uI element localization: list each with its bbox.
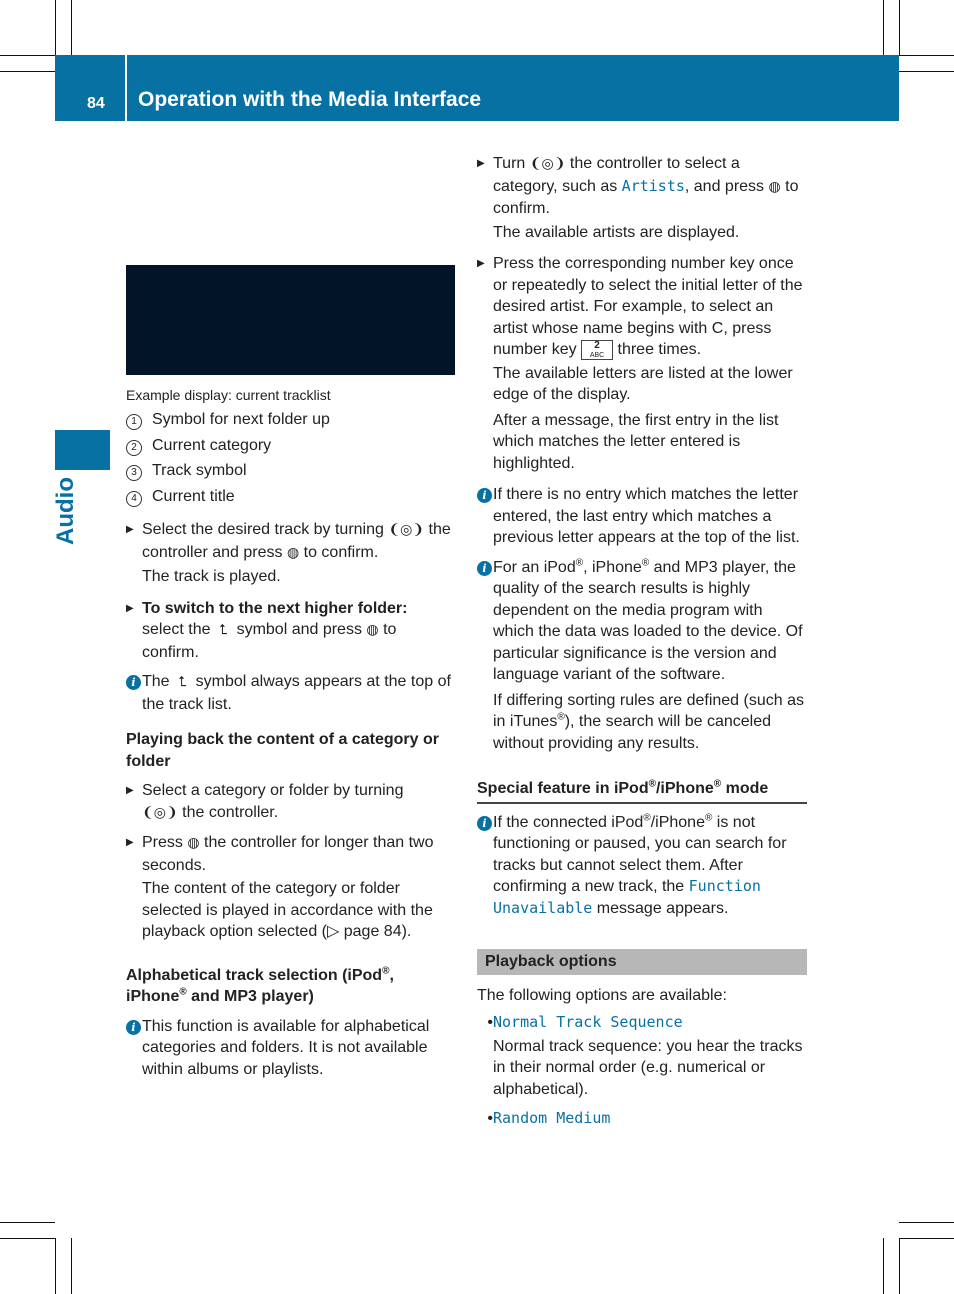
page-ref-arrow-icon: ▷ bbox=[327, 923, 344, 940]
number-key-icon bbox=[581, 340, 613, 360]
instruction-step bbox=[126, 780, 456, 824]
step-result: The track is played. bbox=[142, 568, 281, 585]
callout-item bbox=[126, 409, 456, 431]
step-arrow-icon: ▶ bbox=[126, 785, 134, 796]
crop-mark bbox=[883, 0, 884, 55]
info-text: is not functioning or paused, you can search for tracks but cannot select them. After confirming a new track, the bbox=[493, 813, 787, 895]
controller-press-icon: ◍ bbox=[187, 835, 200, 851]
crop-mark bbox=[0, 1222, 55, 1223]
info-icon: i bbox=[477, 816, 492, 831]
info-text: /iPhone bbox=[650, 813, 705, 831]
callout-text: Current title bbox=[152, 487, 235, 505]
side-section-label: Audio bbox=[52, 477, 79, 545]
crop-mark bbox=[55, 0, 56, 55]
controller-turn-icon: ❨◎❩ bbox=[142, 804, 178, 821]
step-text: Press the corresponding number key once or repeatedly to select the initial letter of the desired artist. For example, to select an artist whose name begins with C, press number key bbox=[493, 255, 803, 358]
callout-text: Current category bbox=[152, 436, 272, 454]
instruction-step bbox=[126, 598, 456, 664]
crop-mark bbox=[899, 1238, 900, 1294]
info-text: If differing sorting rules are defined (such as in iTunes bbox=[493, 691, 804, 730]
callout-text: Track symbol bbox=[152, 462, 247, 479]
instruction-step bbox=[126, 519, 456, 590]
step-result: The content of the category or folder selected is played in accordance with the playback option selected ( bbox=[142, 880, 433, 940]
page-reference[interactable]: page 84). bbox=[343, 923, 412, 940]
step-text: Turn bbox=[493, 155, 526, 172]
info-icon: i bbox=[126, 675, 141, 690]
step-text: , and press bbox=[684, 177, 765, 195]
info-text: message appears. bbox=[596, 899, 729, 917]
crop-mark bbox=[0, 55, 55, 56]
callout-text: Symbol for next folder up bbox=[152, 411, 330, 428]
step-text: Select a category or folder by turning bbox=[142, 782, 404, 799]
option-description: Normal track sequence: you hear the tracks in their normal order (e.g. numerical or alphabetical). bbox=[493, 1037, 803, 1098]
subheading-text: mode bbox=[721, 780, 769, 797]
page-number: 84 bbox=[87, 95, 105, 112]
crop-mark bbox=[899, 1222, 954, 1223]
registered-mark: ® bbox=[575, 557, 584, 569]
step-text: symbol and press bbox=[236, 621, 362, 638]
subheading-text: and MP3 player) bbox=[186, 988, 314, 1005]
step-arrow-icon: ▶ bbox=[126, 602, 134, 614]
crop-mark bbox=[0, 71, 55, 72]
subheading: Playing back the content of a category or folder bbox=[126, 731, 439, 770]
page-title: Operation with the Media Interface bbox=[138, 88, 482, 111]
callout-number: 4 bbox=[126, 491, 142, 507]
registered-mark: ® bbox=[713, 778, 722, 790]
header-divider bbox=[125, 55, 127, 121]
page-header bbox=[55, 55, 899, 121]
info-text: If the connected iPod bbox=[493, 813, 644, 831]
subheading bbox=[126, 965, 456, 1008]
info-note bbox=[477, 484, 807, 549]
step-text: the controller for longer than two seconds. bbox=[142, 834, 434, 874]
instruction-step bbox=[477, 153, 807, 245]
option-item bbox=[477, 1012, 807, 1102]
controller-press-icon: ◍ bbox=[768, 178, 781, 195]
info-icon: i bbox=[477, 488, 492, 503]
folder-up-icon: ⮤ bbox=[214, 622, 233, 638]
registered-mark: ® bbox=[641, 557, 650, 569]
bullet-icon: • bbox=[487, 1110, 493, 1127]
callout-item bbox=[126, 435, 456, 457]
subheading bbox=[477, 778, 807, 804]
registered-mark: ® bbox=[382, 965, 390, 977]
crop-mark bbox=[71, 0, 72, 55]
display-term: Artists bbox=[621, 176, 685, 195]
info-icon: i bbox=[126, 1020, 141, 1035]
crop-mark bbox=[899, 71, 954, 72]
controller-turn-icon: ❨◎❩ bbox=[388, 522, 425, 538]
section-heading: Playback options bbox=[477, 949, 807, 975]
info-text: If there is no entry which matches the letter entered, the last entry which matches a previous letter appears at the top of the list. bbox=[493, 486, 800, 546]
info-text: For an iPod bbox=[493, 558, 576, 576]
option-item bbox=[477, 1108, 807, 1130]
right-column bbox=[477, 153, 807, 1130]
step-text: the controller to select a category, such as bbox=[493, 155, 740, 195]
step-text: to confirm. bbox=[493, 177, 799, 217]
registered-mark: ® bbox=[648, 778, 656, 790]
step-text: Select the desired track by turning bbox=[142, 521, 384, 538]
step-arrow-icon: ▶ bbox=[477, 158, 485, 169]
callout-number: 3 bbox=[126, 465, 142, 481]
step-text: to confirm. bbox=[303, 543, 379, 561]
callout-number: 2 bbox=[126, 440, 142, 456]
callout-item bbox=[126, 486, 456, 508]
display-caption: Example display: current tracklist bbox=[126, 387, 331, 403]
subheading-text: /iPhone bbox=[655, 780, 714, 797]
subheading-text: , iPhone bbox=[126, 966, 394, 1005]
step-text: three times. bbox=[617, 341, 702, 358]
registered-mark: ® bbox=[179, 986, 187, 998]
info-note bbox=[126, 1016, 456, 1081]
step-text: select the bbox=[142, 621, 211, 638]
registered-mark: ® bbox=[643, 812, 651, 824]
controller-turn-icon: ❨◎❩ bbox=[529, 156, 566, 172]
step-arrow-icon: ▶ bbox=[126, 837, 134, 848]
step-result: The available artists are displayed. bbox=[493, 223, 740, 241]
crop-mark bbox=[0, 1238, 55, 1239]
crop-mark bbox=[899, 1238, 954, 1239]
info-note bbox=[126, 671, 456, 715]
crop-mark bbox=[71, 1238, 72, 1294]
subheading-text: Special feature in iPod bbox=[477, 780, 649, 797]
callout-item bbox=[126, 460, 456, 482]
controller-press-icon: ◍ bbox=[366, 622, 379, 638]
info-text: This function is available for alphabetical categories and folders. It is not available within albums or playlists. bbox=[142, 1017, 430, 1078]
info-note bbox=[477, 812, 807, 920]
step-text: the controller. bbox=[182, 803, 279, 821]
info-text: , iPhone bbox=[583, 558, 642, 576]
step-text: to confirm. bbox=[142, 621, 397, 661]
info-note bbox=[477, 557, 807, 757]
crop-mark bbox=[899, 0, 900, 55]
crop-mark bbox=[899, 55, 954, 56]
instruction-step bbox=[477, 253, 807, 476]
controller-press-icon: ◍ bbox=[286, 544, 300, 561]
callout-number: 1 bbox=[126, 414, 142, 430]
info-text: and MP3 player, the quality of the search results is highly dependent on the media program with which the data was loaded to the device. Of particular significance is the version and language variant of the software. bbox=[493, 558, 803, 683]
section-intro: The following options are available: bbox=[477, 986, 727, 1004]
example-display-image bbox=[126, 265, 455, 375]
folder-up-icon: ⮤ bbox=[174, 674, 192, 690]
step-text: Press bbox=[142, 834, 183, 851]
step-result: After a message, the first entry in the list which matches the letter entered is highlighted. bbox=[493, 411, 779, 472]
step-text: the controller and press bbox=[142, 521, 451, 561]
registered-mark: ® bbox=[557, 711, 565, 723]
left-column bbox=[126, 150, 456, 1088]
step-result: The available letters are listed at the lower edge of the display. bbox=[493, 364, 793, 403]
step-arrow-icon: ▶ bbox=[126, 524, 134, 535]
option-name: Random Medium bbox=[493, 1109, 611, 1127]
step-arrow-icon: ▶ bbox=[477, 258, 485, 269]
crop-mark bbox=[883, 1238, 884, 1294]
crop-mark bbox=[55, 1238, 56, 1294]
info-icon: i bbox=[477, 561, 492, 576]
info-text: The bbox=[142, 673, 170, 690]
display-term: Function Unavailable bbox=[493, 877, 761, 917]
registered-mark: ® bbox=[704, 812, 713, 824]
key-digit: 2 bbox=[594, 339, 600, 351]
bullet-icon: • bbox=[487, 1014, 493, 1031]
option-name: Normal Track Sequence bbox=[493, 1013, 683, 1031]
step-heading: To switch to the next higher folder: bbox=[142, 599, 408, 617]
instruction-step bbox=[126, 832, 456, 945]
info-text: ), the search will be canceled without providing any results. bbox=[493, 713, 772, 752]
key-letters: ABC bbox=[589, 351, 605, 359]
subheading-text: Alphabetical track selection (iPod bbox=[126, 966, 383, 984]
info-text: symbol always appears at the top of the track list. bbox=[142, 673, 451, 713]
